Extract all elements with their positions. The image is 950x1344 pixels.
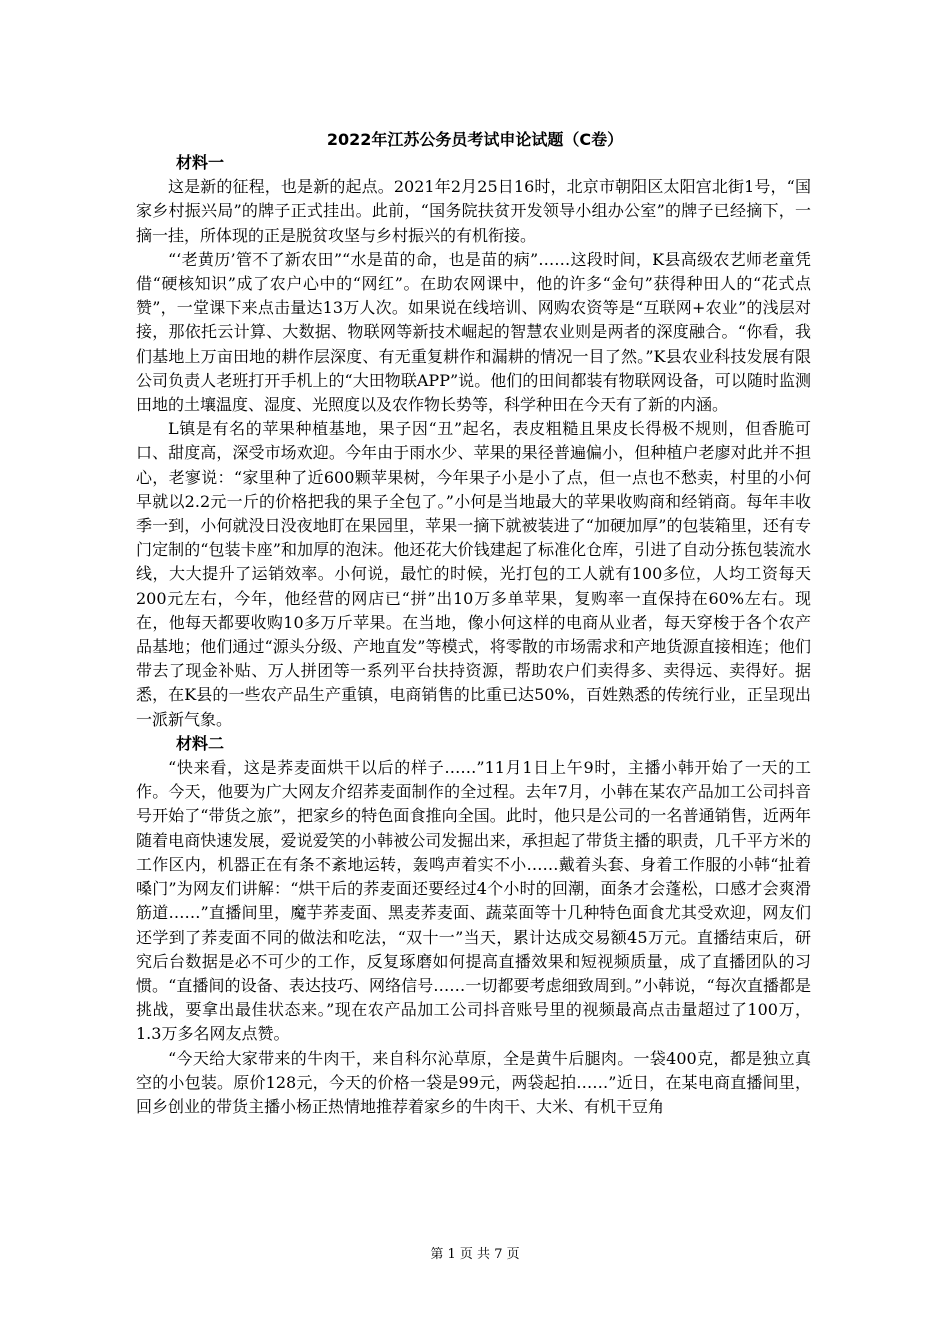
document-body bbox=[136, 151, 811, 1119]
paragraph: “快来看，这是荞麦面烘干以后的样子……”11月1日上午9时，主播小韩开始了一天的工作。今天，他要为广大网友介绍荞麦面制作的全过程。去年7月，小韩在某农产品加工公司抖音号开始了“带货之旅”，把家乡的特色面食推向全国。此时，他只是公司的一名普通销售，近两年随着电商快速发展，爱说爱笑的小韩被公司发掘出来，承担起了带货主播的职责，几千平方米的工作区内，机器正在有条不紊地运转，轰鸣声着实不小……戴着头套、身着工作服的小韩“扯着嗓门”为网友们讲解：“烘干后的荞麦面还要经过4个小时的回潮，面条才会蓬松，口感才会爽滑筋道……”直播间里，魔芋荞麦面、黑麦荞麦面、蔬菜面等十几种特色面食尤其受欢迎，网友们还学到了荞麦面不同的做法和吃法，“双十一”当天，累计达成交易额45万元。直播结束后，研究后台数据是必不可少的工作，反复琢磨如何提高直播效果和短视频质量，成了直播团队的习惯。“直播间的设备、表达技巧、网络信号……一切都要考虑细致周到。”小韩说，“每次直播都是挑战，要拿出最佳状态来。”现在农产品加工公司抖音账号里的视频最高点击量超过了100万，1.3万多名网友点赞。 bbox=[136, 758, 811, 1044]
paragraph: “今天给大家带来的牛肉干，来自科尔沁草原，全是黄牛后腿肉。一袋400克，都是独立真空的小包装。原价128元，今天的价格一袋是99元，两袋起拍……”近日，在某电商直播间里，回乡创业的带货主播小杨正热情地推荐着家乡的牛肉干、大米、有机干豆角 bbox=[136, 1048, 811, 1116]
section-heading-material-2: 材料二 bbox=[176, 733, 225, 753]
section-heading-material-1: 材料一 bbox=[176, 153, 225, 172]
paragraph: 这是新的征程，也是新的起点。2021年2月25日16时，北京市朝阳区太阳宫北街1号，“国家乡村振兴局”的牌子正式挂出。此前，“国务院扶贫开发领导小组办公室”的牌子已经摘下，一摘一挂，所体现的正是脱贫攻坚与乡村振兴的有机衔接。 bbox=[136, 177, 811, 245]
paragraph: L镇是有名的苹果种植基地，果子因“丑”起名，表皮粗糙且果皮长得极不规则，但香脆可口、甜度高，深受市场欢迎。今年由于雨水少、苹果的果径普遍偏小，但种植户老廖对此并不担心，老寥说：“家里种了近600颗苹果树，今年果子小是小了点，但一点也不愁卖，村里的小何早就以2.2元一斤的价格把我的果子全包了。”小何是当地最大的苹果收购商和经销商。每年丰收季一到，小何就没日没夜地盯在果园里，苹果一摘下就被装进了“加硬加厚”的包装箱里，还有专门定制的“包装卡座”和加厚的泡沫。他还花大价钱建起了标准化仓库，引进了自动分拣包装流水线，大大提升了运销效率。小何说，最忙的时候，光打包的工人就有100多位，人均工资每天200元左右，今年，他经营的网店已“拼”出10万多单苹果，复购率一直保持在60%左右。现在，他每天都要收购10多万斤苹果。在当地，像小何这样的电商从业者，每天穿梭于各个农产品基地；他们通过“源头分级、产地直发”等模式，将零散的市场需求和产地货源直接相连；他们带去了现金补贴、万人拼团等一系列平台扶持资源，帮助农户们卖得多、卖得远、卖得好。据悉，在K县的一些农产品生产重镇，电商销售的比重已达50%，百姓熟悉的传统行业，正呈现出一派新气象。 bbox=[136, 419, 811, 729]
paragraph: “‘老黄历’管不了新农田”“水是苗的命，也是苗的病”……这段时间，K县高级农艺师老童凭借“硬核知识”成了农户心中的“网红”。在助农网课中，他的许多“金句”获得种田人的“花式点赞”，一堂课下来点击量达13万人次。如果说在线培训、网购农资等是“互联网+农业”的浅层对接，那依托云计算、大数据、物联网等新技术崛起的智慧农业则是两者的深度融合。“你看，我们基地上万亩田地的耕作层深度、有无重复耕作和漏耕的情况一目了然。”K县农业科技发展有限公司负责人老班打开手机上的“大田物联APP”说。他们的田间都装有物联网设备，可以随时监测田地的土壤温度、湿度、光照度以及农作物长势等，科学种田在今天有了新的内涵。 bbox=[136, 249, 811, 415]
page-footer: 第 1 页 共 7 页 bbox=[430, 1247, 520, 1262]
document-title: 2022年江苏公务员考试申论试题（C卷） bbox=[326, 130, 624, 149]
